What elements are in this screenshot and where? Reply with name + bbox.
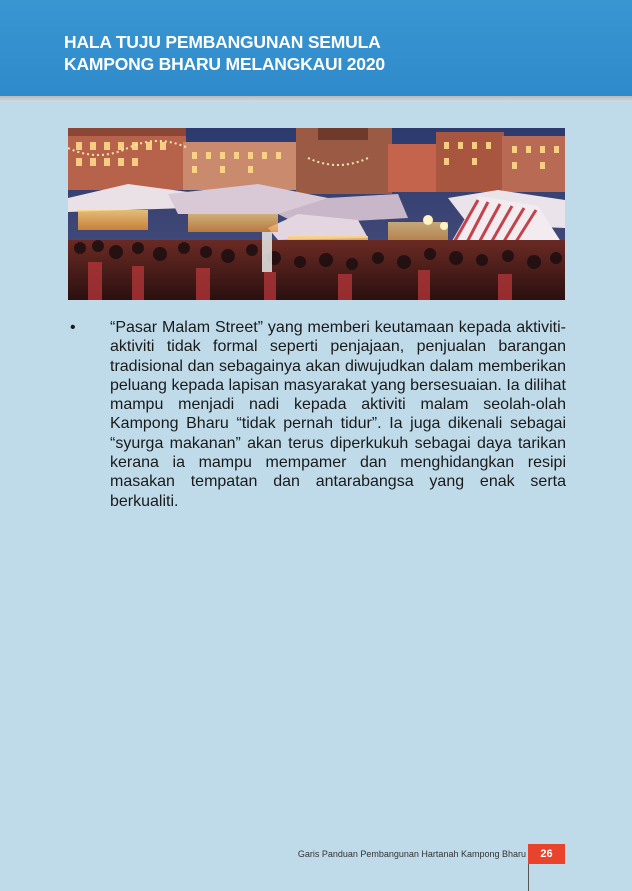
bullet-item <box>70 318 566 511</box>
page-title <box>64 31 385 75</box>
bullet-marker: • <box>70 319 76 336</box>
page-title-line1: HALA TUJU PEMBANGUNAN SEMULA <box>64 32 381 52</box>
body-paragraph: “Pasar Malam Street” yang memberi keutamaan kepada aktiviti-aktiviti tidak formal seperti penjajaan, penjualan barangan tradisional dan sebagainya akan diwujudkan dalam memberikan peluang kepada lapisan masyarakat yang bersesuaian. Ia dilihat mampu menjadi nadi kepada aktiviti malam seolah-olah Kampong Bharu “tidak pernah tidur”. Ia juga dikenali sebagai “syurga makanan” akan terus diperkukuh sebagai daya tarikan kerana ia mampu mempamer dan menghidangkan resipi masakan tempatan dan antarabangsa yang enak serta berkualiti. <box>110 319 566 510</box>
page-title-line2: KAMPONG BHARU MELANGKAUI 2020 <box>64 54 385 74</box>
header-shadow <box>0 96 632 102</box>
header-bar <box>0 0 632 96</box>
night-market-photo <box>68 128 565 300</box>
page-number-badge: 26 <box>528 844 565 864</box>
footer-guide-title: Garis Panduan Pembangunan Hartanah Kampong Bharu <box>297 849 526 859</box>
footer-divider <box>528 864 529 891</box>
